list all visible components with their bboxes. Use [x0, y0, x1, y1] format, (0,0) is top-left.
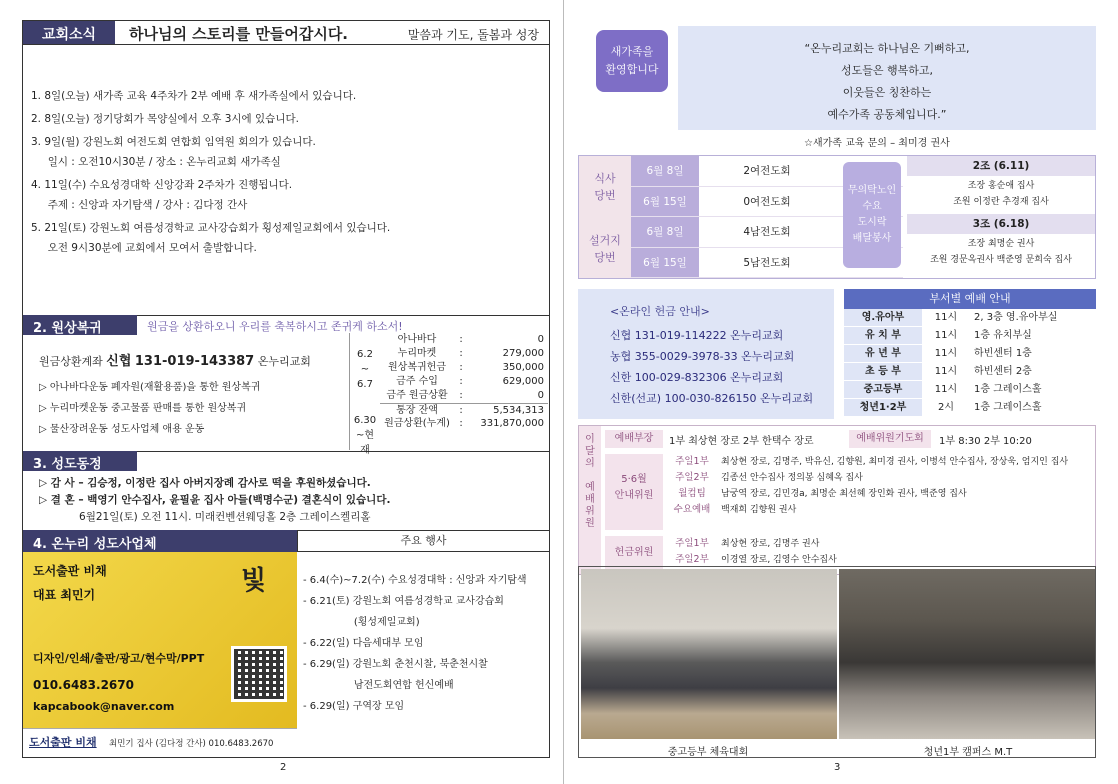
mission-head: 2. 원상복귀: [23, 315, 137, 335]
dept-time: 11시: [934, 348, 958, 359]
members-box: [22, 451, 550, 531]
names: 최상현 장로, 김명주 권사: [721, 539, 820, 549]
finance-value: 279,000: [502, 348, 544, 359]
duty-group: 5남전도회: [743, 256, 791, 269]
members-line: 6월21일(토) 오전 11시. 미래컨벤션웨딩홀 2층 그레이스켈리홀: [39, 511, 371, 523]
news-subtitle: 말씀과 기도, 돌봄과 성장: [407, 28, 539, 42]
finance-label: 통장 잔액: [396, 405, 438, 416]
news-item: 주제 : 신앙과 자기탐색 / 강사 : 김다정 간사: [31, 199, 248, 211]
page-number: 3: [834, 762, 841, 773]
dept-place: 하빈센터 2층: [974, 366, 1032, 377]
qr-code-icon: [231, 646, 287, 702]
finance-value: 0: [537, 390, 544, 401]
duty-date: 6월 8일: [631, 156, 699, 186]
dept-row: [844, 327, 1096, 345]
finance-value: 629,000: [502, 376, 544, 387]
biz-box: [22, 530, 550, 758]
welcome-badge: 새가족을 환영합니다: [596, 30, 668, 92]
dish-duty-label: 설거지 당번: [579, 218, 631, 278]
duty-group: 2여전도회: [743, 165, 791, 177]
finance-row: [380, 333, 548, 347]
role: 수요예배: [673, 504, 711, 515]
team-line: 조원 이정란 추경재 집사: [953, 197, 1049, 207]
role: 주일1부: [675, 538, 709, 549]
photo-caption: 청년1부 캠퍼스 M.T: [923, 747, 1013, 758]
role: 주일2부: [675, 554, 709, 565]
dept-name: 영.유아부: [844, 309, 922, 326]
lunch-badge: 무의탁노인 수요 도시락 배달봉사: [843, 162, 901, 268]
duty-date: 6월 8일: [631, 217, 699, 247]
dept-row: [844, 399, 1096, 417]
servant-roles: [667, 536, 717, 568]
servant-roles: [667, 454, 717, 518]
duty-group: 4남전도회: [743, 226, 791, 238]
finance-value: 331,870,000: [480, 418, 544, 429]
news-headline: 하나님의 스토리를 만들어갑시다.: [129, 25, 349, 43]
event-item: - 6.29(일) 구역장 모임: [303, 701, 405, 712]
finance-row: [380, 361, 548, 375]
dept-name: 청년1·2부: [844, 399, 922, 416]
account-owner: 온누리교회: [257, 355, 311, 368]
team-head: 2조 (6.11): [907, 156, 1095, 176]
finance-label: 원상복귀헌금: [388, 362, 446, 373]
events-head: 주요 행사: [297, 530, 549, 552]
page-number: 2: [280, 762, 287, 773]
church-news-box: [22, 20, 550, 316]
dept-time: 2시: [937, 402, 955, 413]
bullet-item: ▷ 아나바다운동 폐자원(재활용품)을 통한 원상복귀: [39, 382, 261, 393]
team-line: 조장 홍순애 집사: [967, 181, 1035, 191]
photos-box: [578, 566, 1096, 758]
card-ceo: 대표 최민기: [33, 588, 96, 602]
quote-box: [678, 26, 1096, 130]
mission-slogan: 원금을 상환하오니 우리를 축복하시고 존귀케 하소서!: [147, 320, 403, 333]
dept-place: 2, 3층 영.유아부실: [974, 312, 1058, 323]
dept-box: [844, 289, 1096, 419]
quote-line: 성도들은 행복하고,: [840, 64, 933, 77]
team-lines: [907, 176, 1095, 214]
dept-time: 11시: [934, 330, 958, 341]
dept-time: 11시: [934, 366, 958, 377]
period-label: 6.2 ~ 6.7: [357, 349, 373, 390]
role: 주일1부: [675, 456, 709, 467]
event-item: - 6.29(일) 강원노회 춘천시찰, 북춘천시찰: [303, 659, 488, 670]
finance-row: [380, 347, 548, 361]
names: 이경열 장로, 김영수 안수집사: [721, 555, 837, 565]
news-tag: 교회소식: [23, 21, 115, 44]
dept-place: 1층 유치부실: [974, 330, 1032, 341]
finance-value: 0: [537, 334, 544, 345]
servant-text: 1부 최상현 장로 2부 한택수 장로: [669, 436, 814, 447]
dept-rows: [844, 309, 1096, 417]
offering-title: <온라인 헌금 안내>: [610, 305, 710, 318]
servant-names: [721, 536, 837, 568]
dept-row: [844, 381, 1096, 399]
finance-row: [380, 375, 548, 389]
photo-youth-sports: [581, 569, 837, 739]
account-number: 131-019-143387: [134, 354, 255, 369]
finance-label: 누리마켓: [397, 348, 437, 359]
finance-label: 금주 원금상환: [386, 390, 448, 401]
offering-accounts: [610, 325, 813, 409]
quote-line: “온누리교회는 하나님은 기뻐하고,: [804, 42, 970, 55]
event-item: (횡성제일교회): [303, 617, 420, 628]
finance-rows: [380, 333, 548, 431]
finance-label: 원금상환(누계): [384, 418, 450, 429]
team-line: 조장 최명순 권사: [967, 239, 1035, 249]
servants-side: 이 달 의 예 배 위 원: [579, 426, 601, 574]
quote-line: 예수가족 공동체입니다.”: [827, 108, 947, 121]
names: 최상현 장로, 김명주, 박유신, 김향원, 최미경 권사, 이병석 안수집사, 장상욱, 엄지인 집사: [721, 457, 1069, 467]
account-bank: 신협: [106, 354, 132, 369]
quote-line: 이웃들은 칭찬하는: [842, 86, 932, 99]
dept-name: 유 년 부: [844, 345, 922, 362]
biz-head: 4. 온누리 성도사업체: [23, 530, 297, 552]
spine-divider: [563, 0, 564, 784]
dept-row: [844, 363, 1096, 381]
finance-value: 350,000: [502, 362, 544, 373]
finance-colon: :: [459, 376, 463, 387]
names: 백재희 김향원 권사: [721, 505, 797, 515]
finance-colon: :: [459, 390, 463, 401]
names: 남궁역 장로, 김민경a, 최명순 최선혜 장인화 권사, 백준영 집사: [721, 489, 967, 499]
card-email: kapcabook@naver.com: [33, 700, 175, 713]
event-item: 남전도회연합 헌신예배: [303, 680, 454, 691]
welcome-contact: ☆새가족 교육 문의 – 최미경 권사: [804, 138, 950, 149]
servant-names: [721, 454, 1093, 518]
finance-colon: :: [459, 362, 463, 373]
bullet-item: ▷ 물산장려운동 성도사업체 애용 운동: [39, 424, 205, 435]
offering-account: 신한(선교) 100-030-826150 온누리교회: [610, 392, 814, 405]
members-head: 3. 성도동정: [23, 451, 137, 471]
team-line: 조원 경문옥권사 백준영 문희숙 집사: [930, 255, 1072, 265]
business-card: [23, 552, 297, 752]
duty-date: 6월 15일: [631, 187, 699, 217]
bullet-item: ▷ 누리마켓운동 중고물품 판매를 통한 원상복귀: [39, 403, 247, 414]
account-line: [39, 350, 311, 369]
card-services: 디자인/인쇄/출판/광고/현수막/PPT: [33, 652, 205, 665]
card-caption: [23, 728, 297, 752]
dept-place: 하빈센터 1층: [974, 348, 1032, 359]
news-item: 1. 8일(오늘) 새가족 교육 4주차가 2부 예배 후 새가족실에서 있습니다.: [31, 90, 357, 102]
finance-row: [380, 389, 548, 403]
members-line: ▷ 감 사 – 김승정, 이정란 집사 아버지장례 감사로 떡을 후원하셨습니다.: [39, 477, 371, 489]
event-item: - 6.4(수)~7.2(수) 수요성경대학 : 신앙과 자기탐색: [303, 575, 527, 586]
period-label: 6.30 ~현재: [353, 415, 377, 456]
news-item: 5. 21일(토) 강원노회 여름성경학교 교사강습회가 횡성제일교회에서 있습니다.: [31, 222, 391, 234]
left-page: [22, 20, 550, 773]
meal-duty-label: 식사 당번: [579, 156, 631, 218]
caption-bold: 도서출판 비채: [29, 736, 97, 749]
servant-text: 1부 8:30 2부 10:20: [939, 436, 1032, 447]
members-line: ▷ 결 혼 – 백영기 안수집사, 윤필윤 집사 아들(백명수군) 결혼식이 있습니다.: [39, 494, 391, 506]
dept-name: 유 치 부: [844, 327, 922, 344]
events-list: [303, 570, 527, 717]
offering-account: 신협 131-019-114222 온누리교회: [610, 329, 784, 342]
role: 주일2부: [675, 472, 709, 483]
finance-label: 금주 수입: [396, 376, 438, 387]
news-list: [31, 89, 541, 255]
finance-label: 아나바다: [397, 334, 437, 345]
lunch-teams: [907, 156, 1095, 278]
dept-row: [844, 309, 1096, 327]
news-item: 4. 11일(수) 수요성경대학 신앙강좌 2주차가 진행됩니다.: [31, 179, 293, 191]
account-label: 원금상환계좌: [39, 355, 103, 368]
card-phone: 010.6483.2670: [33, 678, 134, 692]
members-lines: [39, 475, 390, 526]
finance-row: [380, 403, 548, 417]
dept-head: 부서별 예배 안내: [844, 289, 1096, 309]
dept-place: 1층 그레이스홀: [974, 402, 1042, 413]
offering-box: [578, 289, 834, 419]
photo-young-adults-mt: [839, 569, 1095, 739]
duty-date: 6월 15일: [631, 248, 699, 278]
photo-caption: 중고등부 체육대회: [667, 747, 749, 758]
servant-label: 5·6월 안내위원: [605, 454, 663, 530]
finance-colon: :: [459, 405, 463, 416]
news-item: 2. 8일(오늘) 정기당회가 목양실에서 오후 3시에 있습니다.: [31, 113, 299, 125]
finance-row: [380, 417, 548, 431]
news-item: 3. 9일(월) 강원노회 여전도회 연합회 임역원 회의가 있습니다.: [31, 136, 316, 148]
team-lines: [907, 234, 1095, 268]
servant-label: 예배부장: [605, 430, 663, 448]
duty-group: 0여전도회: [743, 195, 791, 208]
offering-account: 신한 100-029-832306 온누리교회: [610, 371, 784, 384]
role: 월컴팀: [678, 488, 706, 499]
event-item: - 6.22(일) 다음세대부 모임: [303, 638, 424, 649]
finance-colon: :: [459, 418, 463, 429]
caption-rest: 최민기 집사 (김다정 간사) 010.6483.2670: [109, 739, 274, 749]
news-item: 오전 9시30분에 교회에서 모여서 출발합니다.: [31, 242, 257, 254]
finance-colon: :: [459, 334, 463, 345]
card-name: 도서출판 비채: [33, 564, 107, 578]
team-head: 3조 (6.18): [907, 214, 1095, 234]
finance-table: [349, 333, 549, 456]
servants-box: [578, 425, 1096, 575]
quote-lines: [678, 26, 1096, 126]
event-item: - 6.21(토) 강원노회 여름성경학교 교사강습회: [303, 596, 504, 607]
names: 김종선 안수집사 정의봉 심혜옥 집사: [721, 473, 863, 483]
mission-bullets: [39, 377, 260, 440]
right-page: [578, 20, 1098, 773]
welcome-box: [578, 20, 1096, 149]
card-logo: 빛: [241, 566, 267, 596]
dept-name: 초 등 부: [844, 363, 922, 380]
servant-label: 예배위원기도회: [849, 430, 931, 448]
servant-label: 헌금위원: [605, 536, 663, 570]
finance-value: 5,534,313: [493, 405, 544, 416]
duty-box: [578, 155, 1096, 279]
finance-colon: :: [459, 348, 463, 359]
dept-place: 1층 그레이스홀: [974, 384, 1042, 395]
dept-time: 11시: [934, 384, 958, 395]
mission-box: [22, 315, 550, 456]
dept-time: 11시: [934, 312, 958, 323]
dept-name: 중고등부: [844, 381, 922, 398]
offering-account: 농협 355-0029-3978-33 온누리교회: [610, 350, 795, 363]
news-item: 일시 : 오전10시30분 / 장소 : 온누리교회 새가족실: [31, 156, 281, 168]
dept-row: [844, 345, 1096, 363]
news-header: [23, 21, 549, 45]
